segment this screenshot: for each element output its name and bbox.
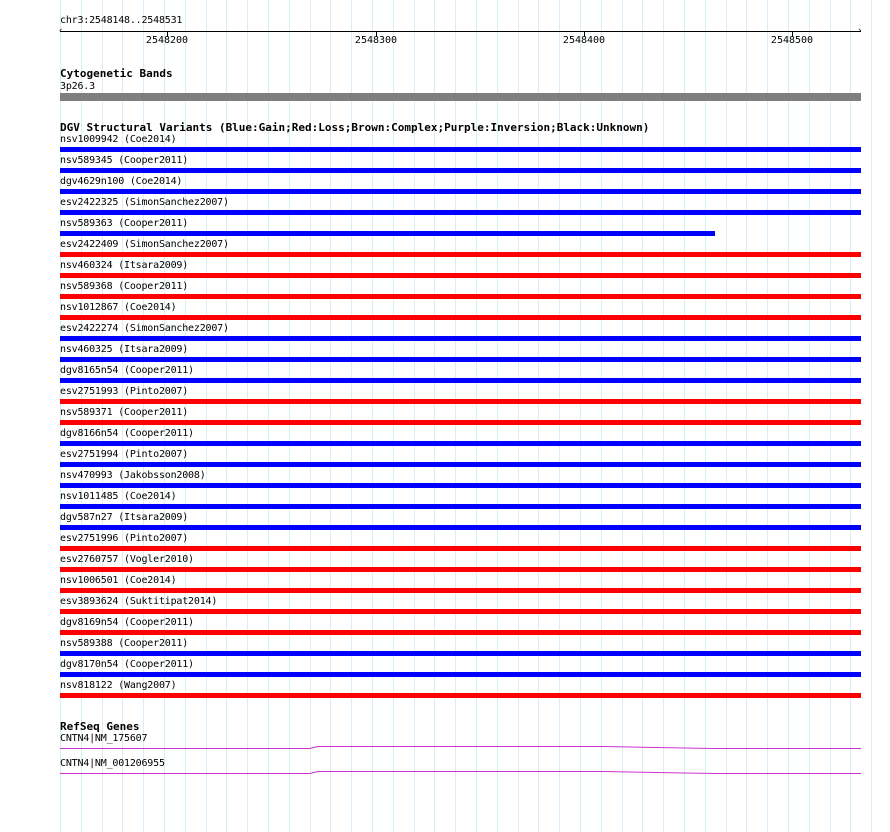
ruler-right-arrow-icon: › [857,26,863,36]
variant-bar-loss[interactable] [60,693,861,698]
variant-bar-gain[interactable] [60,357,861,362]
variant-bar-gain[interactable] [60,525,861,530]
variant-label[interactable]: esv2751994 (Pinto2007) [60,449,189,460]
ruler-tick-label: 2548300 [354,35,398,46]
variant-label[interactable]: dgv8165n54 (Cooper2011) [60,365,194,376]
variant-bar-loss[interactable] [60,294,861,299]
variant-bar-loss[interactable] [60,399,861,404]
variant-bar-loss[interactable] [60,588,861,593]
variant-bar-loss[interactable] [60,546,861,551]
variant-label[interactable]: dgv8170n54 (Cooper2011) [60,659,194,670]
variant-bar-loss[interactable] [60,609,861,614]
variant-bar-gain[interactable] [60,231,715,236]
variant-bar-gain[interactable] [60,441,861,446]
variant-bar-gain[interactable] [60,483,861,488]
variant-bar-loss[interactable] [60,567,861,572]
variant-bar-gain[interactable] [60,504,861,509]
variant-label[interactable]: dgv8166n54 (Cooper2011) [60,428,194,439]
variant-label[interactable]: esv2422274 (SimonSanchez2007) [60,323,229,334]
variant-label[interactable]: nsv470993 (Jakobsson2008) [60,470,206,481]
variant-label[interactable]: nsv818122 (Wang2007) [60,680,177,691]
ruler-line [60,31,861,32]
variant-bar-gain[interactable] [60,210,861,215]
variant-label[interactable]: esv2422325 (SimonSanchez2007) [60,197,229,208]
cytoband-label: 3p26.3 [60,81,95,92]
variant-label[interactable]: esv2760757 (Vogler2010) [60,554,194,565]
ruler-tick-label: 2548500 [770,35,814,46]
variant-bar-gain[interactable] [60,462,861,467]
variant-label[interactable]: nsv589363 (Cooper2011) [60,218,189,229]
cytoband-bar[interactable] [60,93,861,101]
variant-label[interactable]: nsv589368 (Cooper2011) [60,281,189,292]
variant-bar-gain[interactable] [60,651,861,656]
variant-label[interactable]: nsv1006501 (Coe2014) [60,575,177,586]
dgv-track-title: DGV Structural Variants (Blue:Gain;Red:Loss;Brown:Complex;Purple:Inversion;Black:Unknown) [60,121,650,134]
ruler-tick-label: 2548400 [562,35,606,46]
variant-label[interactable]: nsv589388 (Cooper2011) [60,638,189,649]
variant-bar-gain[interactable] [60,336,861,341]
variant-bar-loss[interactable] [60,315,861,320]
variant-bar-loss[interactable] [60,420,861,425]
variant-bar-gain[interactable] [60,189,861,194]
variant-label[interactable]: esv2751993 (Pinto2007) [60,386,189,397]
variant-bar-loss[interactable] [60,252,861,257]
refseq-track-title: RefSeq Genes [60,720,140,733]
variant-label[interactable]: nsv1009942 (Coe2014) [60,134,177,145]
variant-label[interactable]: nsv589345 (Cooper2011) [60,155,189,166]
variant-label[interactable]: nsv1012867 (Coe2014) [60,302,177,313]
variant-bar-gain[interactable] [60,378,861,383]
variant-label[interactable]: nsv1011485 (Coe2014) [60,491,177,502]
variant-label[interactable]: esv2422409 (SimonSanchez2007) [60,239,229,250]
region-label: chr3:2548148..2548531 [60,15,183,26]
variant-label[interactable]: nsv460324 (Itsara2009) [60,260,189,271]
variant-label[interactable]: dgv4629n100 (Coe2014) [60,176,183,187]
variant-label[interactable]: esv2751996 (Pinto2007) [60,533,189,544]
gene-label[interactable]: CNTN4|NM_175607 [60,733,148,744]
gene-label[interactable]: CNTN4|NM_001206955 [60,758,165,769]
ruler-left-arrow-icon: ‹ [58,26,64,36]
variant-bar-loss[interactable] [60,273,861,278]
variant-label[interactable]: dgv8169n54 (Cooper2011) [60,617,194,628]
variant-label[interactable]: dgv587n27 (Itsara2009) [60,512,189,523]
variant-label[interactable]: nsv460325 (Itsara2009) [60,344,189,355]
variant-bar-gain[interactable] [60,672,861,677]
cytoband-track-title: Cytogenetic Bands [60,67,173,80]
variant-label[interactable]: esv3893624 (Suktitipat2014) [60,596,218,607]
variant-label[interactable]: nsv589371 (Cooper2011) [60,407,189,418]
variant-bar-gain[interactable] [60,147,861,152]
ruler-tick-label: 2548200 [145,35,189,46]
variant-bar-gain[interactable] [60,168,861,173]
variant-bar-loss[interactable] [60,630,861,635]
